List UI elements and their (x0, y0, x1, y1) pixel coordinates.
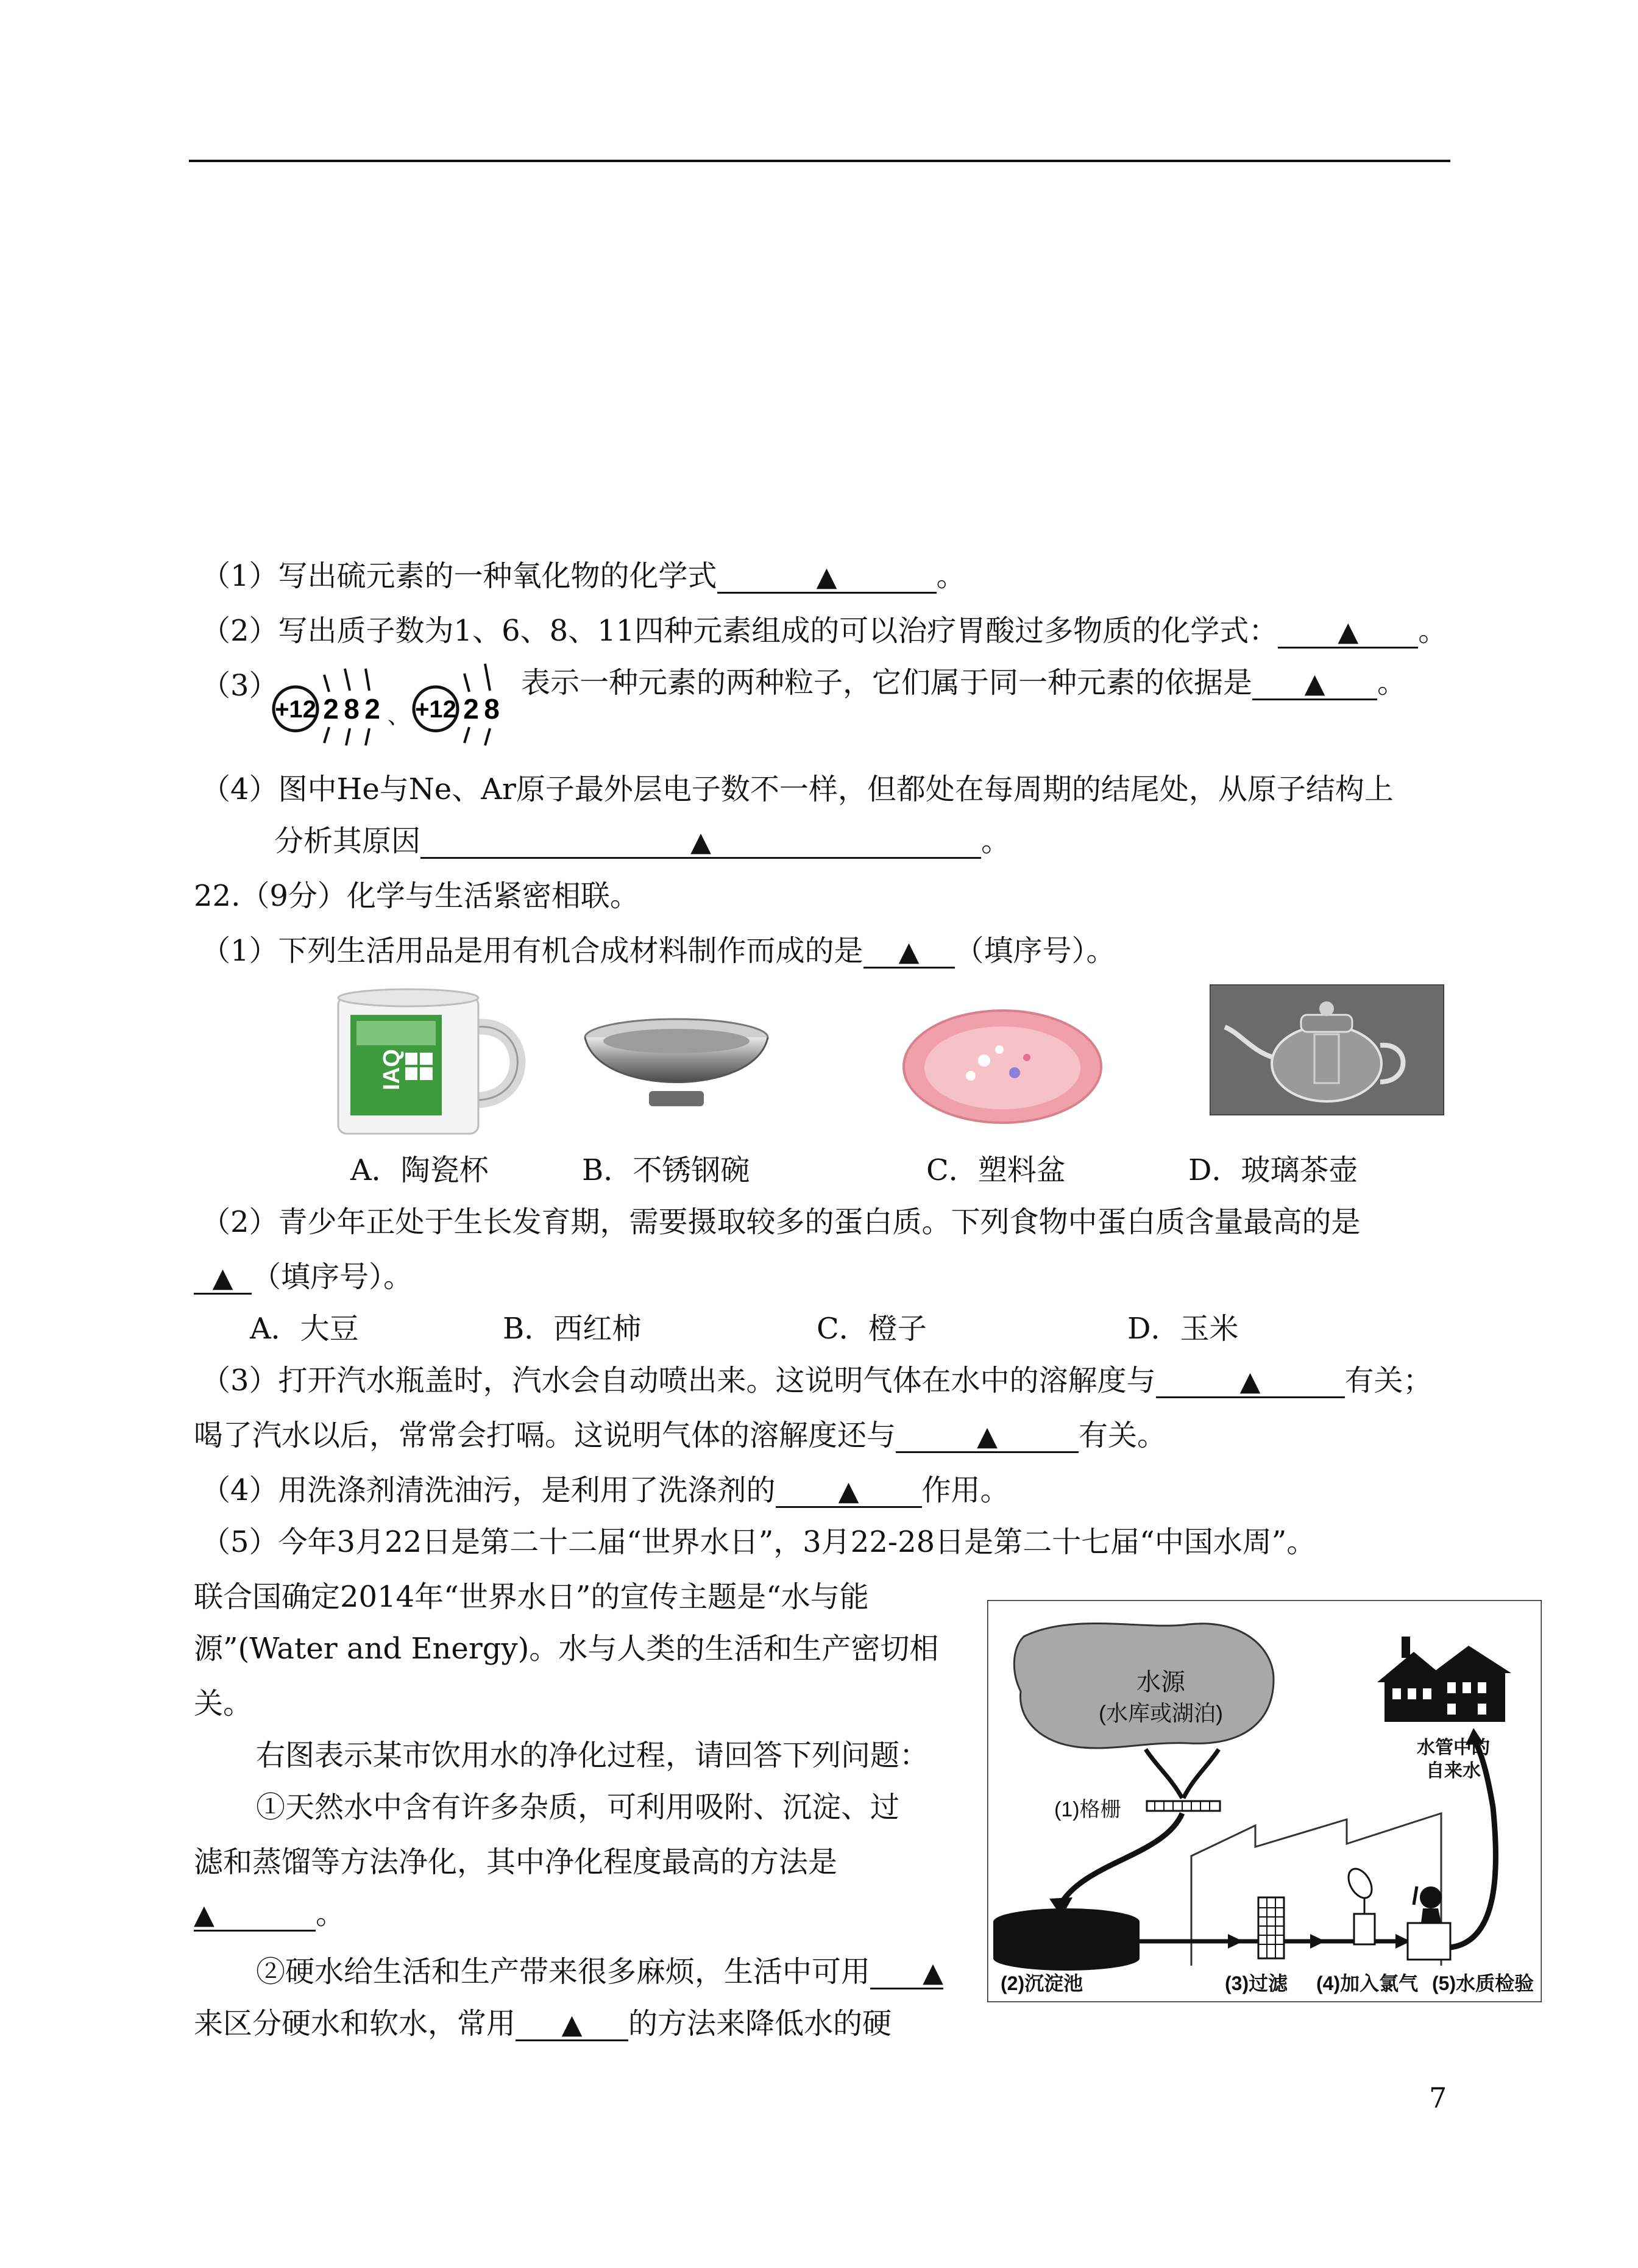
option-c: C．塑料盆 (926, 1153, 1066, 1187)
tap-water-label-1: 水管中的 (1417, 1738, 1490, 1758)
answer-blank[interactable]: ▲ (863, 935, 955, 969)
q22-part5-line3: 源”(Water and Energy)。水与人类的生活和生产密切相 (194, 1632, 939, 1666)
atom2-shell2: 8 (484, 693, 500, 725)
q22-part1: （1）下列生活用品是用有机合成材料制作而成的是 ▲ （填序号）。 (201, 934, 1116, 968)
q22-part5-line4: 关。 (194, 1687, 253, 1721)
q22-part2-line1: （2）青少年正处于生长发育期，需要摄取较多的蛋白质。下列食物中蛋白质含量最高的是 (201, 1205, 1361, 1239)
water-source-label: 水源 (1136, 1669, 1185, 1696)
atom2-diagram (414, 664, 500, 745)
q21-part3: 表示一种元素的两种粒子，它们属于同一种元素的依据是 ▲ 。 (521, 666, 1407, 700)
answer-blank[interactable]: ▲ (194, 1898, 316, 1932)
answer-blank[interactable]: ▲ (717, 560, 937, 594)
q21-part4-line2: 分析其原因 ▲ 。 (274, 824, 1011, 858)
step4-label: (4)加入氯气 (1316, 1972, 1419, 1994)
q22-part3-line1: （3）打开汽水瓶盖时，汽水会自动喷出来。这说明气体在水中的溶解度与 ▲ 有关； (201, 1363, 1433, 1398)
atom1-nucleus: +12 (275, 696, 316, 723)
atom1-shell1: 2 (323, 693, 339, 725)
plastic-basin-image (899, 1000, 1106, 1140)
q22-part5-line2: 联合国确定2014年“世界水日”的宣传主题是“水与能 (194, 1580, 869, 1614)
atom2-shell1: 2 (463, 693, 479, 725)
q22-part5-line8: ②硬水给生活和生产带来很多麻烦，生活中可用 ▲ (256, 1955, 944, 1989)
option-c: C．橙子 (817, 1312, 927, 1346)
step3-label: (3)过滤 (1225, 1972, 1288, 1994)
q22-part3-line2: 喝了汽水以后，常常会打嗝。这说明气体的溶解度还与 ▲ 有关。 (194, 1418, 1167, 1452)
q22-part5-line1: （5）今年3月22日是第二十二届“世界水日”，3月22-28日是第二十七届“中国水周”。 (201, 1525, 1316, 1559)
water-source-sublabel: (水库或湖泊) (1099, 1701, 1223, 1726)
atom1-diagram (274, 669, 410, 745)
water-purification-diagram (987, 1600, 1542, 2002)
q21-part3-number: （3） (201, 669, 278, 703)
atom2-nucleus: +12 (415, 696, 456, 723)
option-d: D．玻璃茶壶 (1188, 1153, 1358, 1187)
answer-blank[interactable]: ▲ (1156, 1365, 1345, 1398)
atom1-shell3: 2 (364, 693, 380, 725)
q22-part2-line2: ▲ （填序号）。 (194, 1259, 413, 1295)
q22-part5-line9: 来区分硬水和软水，常用 ▲ 的方法来降低水的硬 (194, 2007, 892, 2041)
atom1-shell2: 8 (344, 693, 360, 725)
answer-blank[interactable]: ▲ (516, 2008, 628, 2041)
answer-blank[interactable]: ▲ (194, 1261, 252, 1295)
q22-title: 22.（9分）化学与生活紧密相联。 (194, 879, 639, 913)
q22-part5-line7b: ▲ 。 (194, 1897, 346, 1931)
option-a: A．大豆 (250, 1312, 359, 1346)
steel-bowl-image (579, 1012, 774, 1128)
q22-part5-line5: 右图表示某市饮用水的净化过程，请回答下列问题： (256, 1738, 929, 1772)
q22-part5-line7: 滤和蒸馏等方法净化，其中净化程度最高的方法是 (194, 1845, 838, 1879)
mug-logo-text: IAQ (379, 1049, 405, 1090)
glass-teapot-image (1210, 984, 1444, 1115)
q21-part2: （2）写出质子数为1、6、8、11四种元素组成的可以治疗胃酸过多物质的化学式： ▲ 。 (201, 614, 1448, 648)
answer-blank[interactable]: ▲ (870, 1956, 943, 1989)
atom-structure-diagrams (268, 655, 524, 747)
q22-part5-line6: ①天然水中含有许多杂质，可利用吸附、沉淀、过 (256, 1790, 900, 1824)
option-a: A．陶瓷杯 (350, 1153, 489, 1187)
separator: 、 (388, 703, 410, 728)
answer-blank[interactable]: ▲ (896, 1420, 1079, 1453)
tap-water-label-2: 自来水 (1426, 1761, 1481, 1781)
page-number: 7 (1429, 2081, 1447, 2114)
step2-label: (2)沉淀池 (1001, 1972, 1083, 1994)
q21-part1: （1）写出硫元素的一种氧化物的化学式 ▲ 。 (201, 559, 966, 593)
answer-blank[interactable]: ▲ (420, 825, 981, 859)
answer-blank[interactable]: ▲ (776, 1474, 922, 1508)
header-rule (189, 160, 1450, 162)
ceramic-mug-image (329, 984, 536, 1143)
option-b: B．不锈钢碗 (582, 1153, 750, 1187)
step1-label: (1)格栅 (1054, 1798, 1121, 1821)
option-d: D．玉米 (1127, 1312, 1239, 1346)
answer-blank[interactable]: ▲ (1278, 615, 1418, 649)
q22-part4: （4）用洗涤剂清洗油污，是利用了洗涤剂的 ▲ 作用。 (201, 1473, 1010, 1507)
step5-label: (5)水质检验 (1432, 1972, 1534, 1994)
q21-part4-line1: （4）图中He与Ne、Ar原子最外层电子数不一样，但都处在每周期的结尾处，从原子结构上 (201, 772, 1394, 806)
answer-blank[interactable]: ▲ (1252, 667, 1377, 700)
option-b: B．西红柿 (503, 1312, 642, 1346)
